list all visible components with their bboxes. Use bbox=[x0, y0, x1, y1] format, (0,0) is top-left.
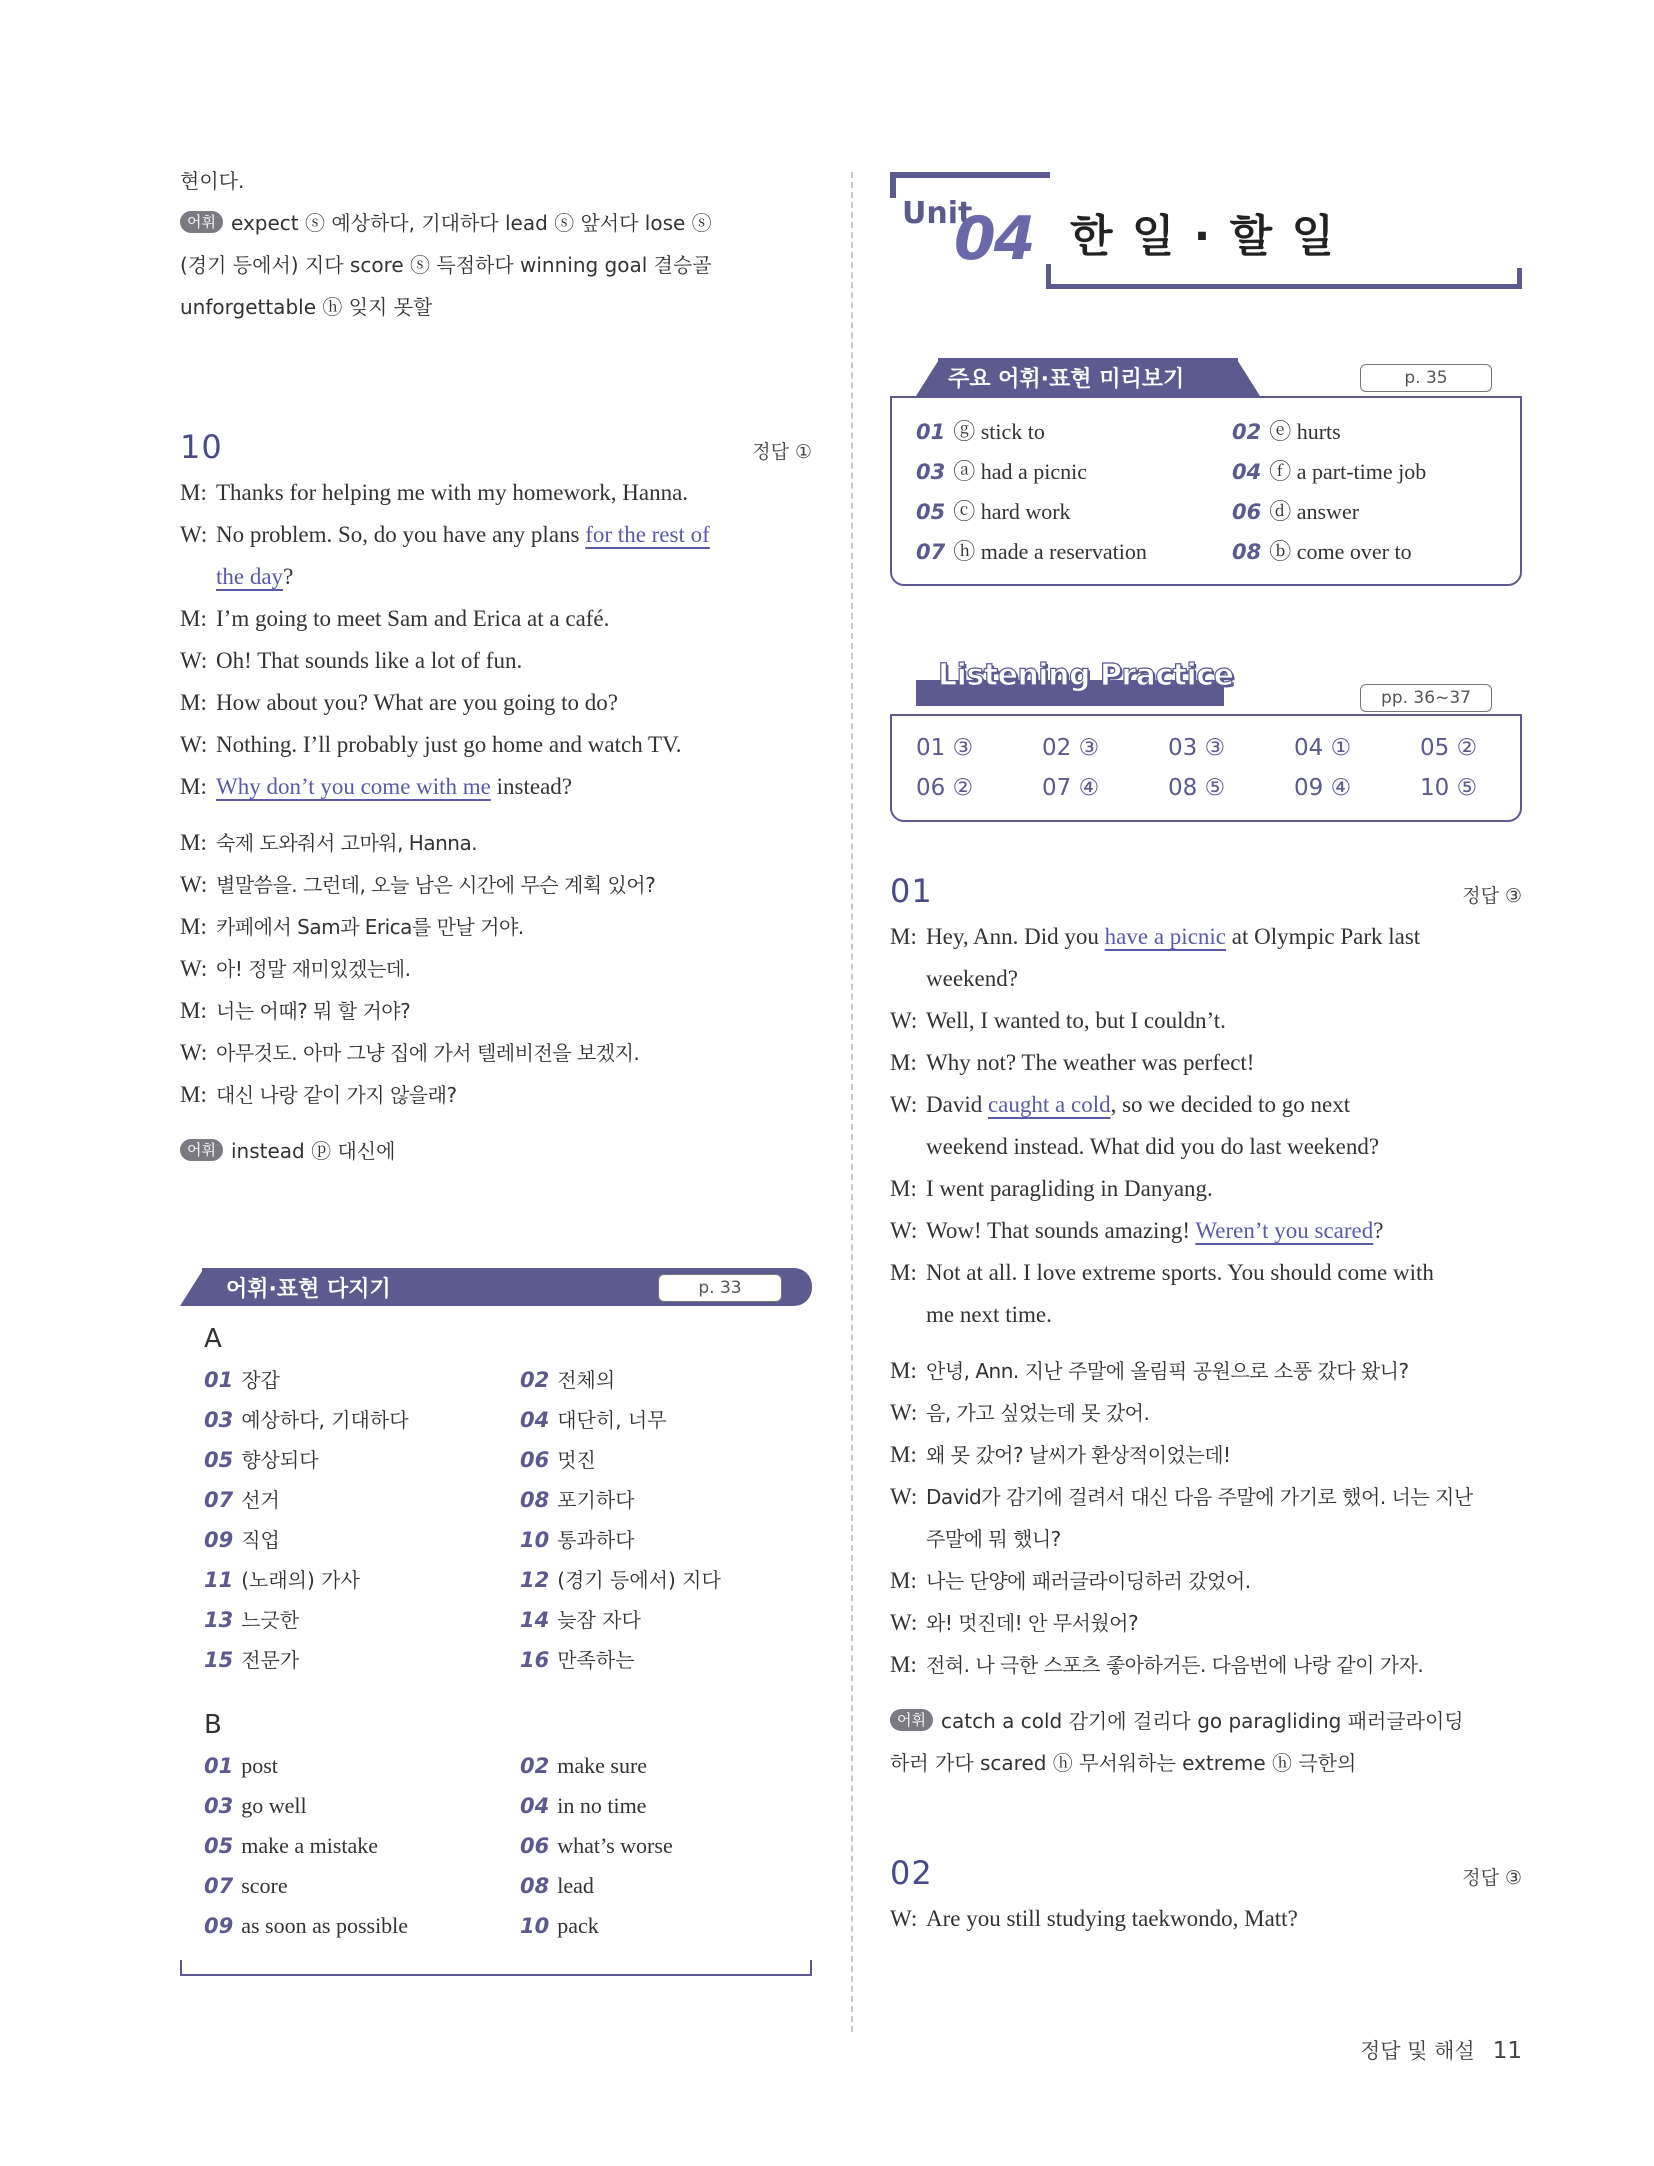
list-item bbox=[520, 1600, 810, 1640]
item-text: what’s worse bbox=[557, 1833, 673, 1858]
section-title: 주요 어휘·표현 미리보기 bbox=[948, 367, 1185, 392]
item-number: 08 bbox=[520, 1874, 550, 1898]
dialogue-text-part: at Olympic Park last bbox=[1226, 924, 1421, 949]
list-item bbox=[204, 1360, 520, 1400]
item-text: go well bbox=[241, 1793, 307, 1818]
item-text: 향상되다 bbox=[241, 1448, 319, 1472]
dialogue-text bbox=[926, 1252, 1522, 1294]
dialogue-text bbox=[926, 1042, 1522, 1084]
list-item bbox=[916, 492, 1232, 532]
dialogue-text: 와! 멋진데! 안 무서웠어? bbox=[926, 1611, 1139, 1635]
question-header bbox=[890, 872, 1522, 910]
item-text: 선거 bbox=[241, 1488, 280, 1512]
dialogue-line bbox=[890, 1084, 1522, 1126]
dialogue-english bbox=[180, 472, 812, 808]
speaker: M: bbox=[180, 998, 207, 1023]
item-text: 전체의 bbox=[557, 1368, 616, 1392]
item-number: 04 bbox=[520, 1794, 550, 1818]
dialogue-text bbox=[926, 1000, 1522, 1042]
item-number: 10 bbox=[520, 1914, 550, 1938]
list-item bbox=[204, 1640, 520, 1680]
item-number: 08 bbox=[1232, 540, 1262, 564]
dialogue-text bbox=[926, 1126, 1522, 1168]
item-number: 01 bbox=[916, 420, 946, 444]
right-column bbox=[890, 160, 1522, 1940]
list-item bbox=[204, 1866, 520, 1906]
item-number: 16 bbox=[520, 1648, 550, 1672]
speaker: W: bbox=[890, 1400, 918, 1425]
list-item bbox=[520, 1400, 810, 1440]
speaker bbox=[890, 1518, 926, 1560]
list-item bbox=[916, 532, 1232, 572]
dialogue-line bbox=[890, 1602, 1522, 1644]
dialogue-text bbox=[216, 598, 812, 640]
dialogue-text bbox=[216, 724, 812, 766]
dialogue-line bbox=[890, 1560, 1522, 1602]
answer-label: 정답 ③ bbox=[1462, 885, 1522, 907]
unit-number: 04 bbox=[954, 204, 1034, 274]
item-text: 늦잠 자다 bbox=[557, 1608, 641, 1632]
list-item bbox=[204, 1480, 520, 1520]
question-header bbox=[890, 1854, 1522, 1892]
dialogue-text: 아무것도. 아마 그냥 집에 가서 텔레비전을 보겠지. bbox=[216, 1041, 640, 1065]
vocab-line: (경기 등에서) 지다 score ⓢ 득점하다 winning goal 결승골 bbox=[180, 253, 712, 277]
item-number: 03 bbox=[916, 460, 946, 484]
item-number: 15 bbox=[204, 1648, 234, 1672]
dialogue-line bbox=[180, 948, 812, 990]
dialogue-text: 왜 못 갔어? 날씨가 환상적이었는데! bbox=[926, 1443, 1231, 1467]
item-number: 05 bbox=[916, 500, 946, 524]
speaker: M: bbox=[180, 1082, 207, 1107]
dialogue-line bbox=[180, 472, 812, 514]
dialogue-text: 숙제 도와줘서 고마워, Hanna. bbox=[216, 831, 478, 855]
question-number: 10 bbox=[180, 428, 223, 466]
page-reference: p. 35 bbox=[1360, 364, 1492, 392]
item-number: 02 bbox=[520, 1754, 550, 1778]
highlighted-expression: Why don’t you come with me bbox=[216, 774, 491, 799]
dialogue-line bbox=[890, 1210, 1522, 1252]
highlighted-expression: the day bbox=[216, 564, 284, 589]
dialogue-text-part: , so we decided to go next bbox=[1110, 1092, 1351, 1117]
speaker bbox=[180, 556, 216, 598]
dialogue-line bbox=[890, 1294, 1522, 1336]
dialogue-text-part: Oh! That sounds like a lot of fun. bbox=[216, 648, 523, 673]
question-number: 02 bbox=[890, 1854, 933, 1892]
list-item bbox=[520, 1746, 810, 1786]
unit-label: Unit bbox=[902, 196, 973, 231]
list-item bbox=[204, 1440, 520, 1480]
list-item bbox=[204, 1906, 520, 1946]
part-a-list bbox=[204, 1360, 788, 1680]
speaker: W: bbox=[180, 648, 208, 673]
item-text: 느긋한 bbox=[241, 1608, 300, 1632]
unit-header bbox=[890, 160, 1522, 300]
item-text: 만족하는 bbox=[557, 1648, 635, 1672]
list-item bbox=[916, 452, 1232, 492]
section-tab bbox=[890, 658, 1522, 718]
dialogue-line bbox=[180, 864, 812, 906]
page-footer bbox=[1360, 2035, 1522, 2065]
page-reference: pp. 36~37 bbox=[1360, 684, 1492, 712]
practice-answer: 09 ④ bbox=[1294, 775, 1352, 801]
dialogue-line bbox=[890, 1350, 1522, 1392]
dialogue-text bbox=[926, 1294, 1522, 1336]
dialogue-line bbox=[890, 1042, 1522, 1084]
practice-answer: 02 ③ bbox=[1042, 735, 1100, 761]
list-item bbox=[520, 1866, 810, 1906]
vocab-line: 어휘 catch a cold 감기에 걸리다 go paragliding 패러글라이딩 bbox=[890, 1700, 1522, 1742]
item-text: make a mistake bbox=[241, 1833, 379, 1858]
vocab-drill-section bbox=[180, 1268, 812, 1976]
item-text: 직업 bbox=[241, 1528, 280, 1552]
speaker bbox=[890, 1126, 926, 1168]
item-number: 02 bbox=[520, 1368, 550, 1392]
column-divider bbox=[851, 172, 853, 2032]
dialogue-text-part: No problem. So, do you have any plans bbox=[216, 522, 586, 547]
speaker: M: bbox=[180, 480, 207, 505]
list-item bbox=[916, 412, 1232, 452]
item-text: ⓗ made a reservation bbox=[953, 539, 1147, 564]
speaker bbox=[890, 1294, 926, 1336]
dialogue-text bbox=[926, 1084, 1522, 1126]
speaker: W: bbox=[890, 1008, 918, 1033]
item-text: score bbox=[241, 1873, 288, 1898]
item-text: 예상하다, 기대하다 bbox=[241, 1408, 409, 1432]
item-number: 05 bbox=[204, 1448, 234, 1472]
list-item bbox=[520, 1360, 810, 1400]
vocab-badge: 어휘 bbox=[180, 1139, 223, 1161]
list-item bbox=[520, 1520, 810, 1560]
speaker: W: bbox=[890, 1092, 918, 1117]
page-number: 11 bbox=[1492, 2038, 1522, 2064]
speaker: W: bbox=[180, 522, 208, 547]
item-text: 통과하다 bbox=[557, 1528, 635, 1552]
item-text: ⓑ come over to bbox=[1269, 539, 1412, 564]
dialogue-text bbox=[216, 556, 812, 598]
speaker: W: bbox=[180, 872, 208, 897]
vocab-badge: 어휘 bbox=[890, 1709, 933, 1731]
list-item bbox=[520, 1560, 810, 1600]
item-number: 10 bbox=[520, 1528, 550, 1552]
dialogue-text-part: me next time. bbox=[926, 1302, 1052, 1327]
speaker: M: bbox=[180, 690, 207, 715]
list-item bbox=[520, 1440, 810, 1480]
dialogue-line bbox=[180, 682, 812, 724]
part-label: A bbox=[204, 1324, 222, 1354]
dialogue-korean bbox=[890, 1350, 1522, 1686]
dialogue-line bbox=[180, 724, 812, 766]
dialogue-english bbox=[890, 916, 1522, 1336]
list-item bbox=[1232, 532, 1522, 572]
dialogue-text-part: David bbox=[926, 1092, 988, 1117]
dialogue-text bbox=[216, 640, 812, 682]
item-text: ⓔ hurts bbox=[1269, 419, 1341, 444]
item-text: ⓒ hard work bbox=[953, 499, 1071, 524]
item-text: ⓖ stick to bbox=[953, 419, 1045, 444]
speaker: W: bbox=[890, 1484, 918, 1509]
dialogue-line bbox=[180, 640, 812, 682]
section-tab bbox=[180, 1268, 812, 1312]
part-label: B bbox=[204, 1710, 222, 1740]
dialogue-text bbox=[926, 916, 1522, 958]
item-number: 09 bbox=[204, 1914, 234, 1938]
speaker: M: bbox=[890, 1176, 917, 1201]
item-number: 01 bbox=[204, 1754, 234, 1778]
preview-list bbox=[916, 412, 1496, 572]
dialogue-text-part: ? bbox=[283, 564, 294, 589]
item-number: 04 bbox=[1232, 460, 1262, 484]
list-item bbox=[204, 1400, 520, 1440]
speaker: M: bbox=[180, 774, 207, 799]
item-text: ⓐ had a picnic bbox=[953, 459, 1088, 484]
section-title: 어휘·표현 다지기 bbox=[226, 1277, 391, 1302]
item-number: 06 bbox=[520, 1834, 550, 1858]
dialogue-text-part: ? bbox=[1373, 1218, 1384, 1243]
item-text: ⓕ a part-time job bbox=[1269, 459, 1427, 484]
dialogue-line bbox=[180, 906, 812, 948]
dialogue-text-part: weekend instead. What did you do last weekend? bbox=[926, 1134, 1380, 1159]
list-item bbox=[520, 1786, 810, 1826]
footer-label: 정답 및 해설 bbox=[1359, 2039, 1475, 2063]
item-number: 08 bbox=[520, 1488, 550, 1512]
dialogue-line bbox=[890, 1518, 1522, 1560]
speaker: M: bbox=[180, 914, 207, 939]
dialogue-text: 대신 나랑 같이 가지 않을래? bbox=[216, 1083, 457, 1107]
speaker: W: bbox=[180, 1040, 208, 1065]
dialogue-text: 나는 단양에 패러글라이딩하러 갔었어. bbox=[926, 1569, 1251, 1593]
list-item bbox=[520, 1480, 810, 1520]
item-text: 대단히, 너무 bbox=[557, 1408, 667, 1432]
dialogue-text: 너는 어때? 뭐 할 거야? bbox=[216, 999, 411, 1023]
dialogue-text: 주말에 뭐 했니? bbox=[926, 1527, 1061, 1551]
answer-label: 정답 ③ bbox=[1462, 1867, 1522, 1889]
item-number: 04 bbox=[520, 1408, 550, 1432]
dialogue-text: 별말씀을. 그런데, 오늘 남은 시간에 무슨 계획 있어? bbox=[216, 873, 656, 897]
vocab-line: 어휘 instead ⓟ 대신에 bbox=[180, 1130, 812, 1172]
dialogue-line bbox=[180, 1074, 812, 1116]
item-text: as soon as possible bbox=[241, 1913, 409, 1938]
part-b-list bbox=[204, 1746, 788, 1946]
dialogue-text-part: Why not? The weather was perfect! bbox=[926, 1050, 1255, 1075]
vocab-line: 어휘 expect ⓢ 예상하다, 기대하다 lead ⓢ 앞서다 lose ⓢ bbox=[180, 202, 812, 244]
item-number: 07 bbox=[916, 540, 946, 564]
speaker: W: bbox=[890, 1610, 918, 1635]
item-text: 전문가 bbox=[241, 1648, 300, 1672]
item-text: pack bbox=[557, 1913, 599, 1938]
dialogue-text: 아! 정말 재미있겠는데. bbox=[216, 957, 411, 981]
item-text: 멋진 bbox=[557, 1448, 596, 1472]
list-item bbox=[520, 1906, 810, 1946]
section-tab bbox=[890, 358, 1522, 402]
dialogue-korean bbox=[180, 822, 812, 1116]
item-text: in no time bbox=[557, 1793, 647, 1818]
dialogue-text-part: I’m going to meet Sam and Erica at a café. bbox=[216, 606, 610, 631]
page-reference: p. 33 bbox=[658, 1274, 782, 1302]
dialogue-text: David가 감기에 걸려서 대신 다음 주말에 가기로 했어. 너는 지난 bbox=[926, 1485, 1473, 1509]
dialogue-line bbox=[890, 1476, 1522, 1518]
practice-body bbox=[890, 714, 1522, 822]
intro-tail: 현이다. bbox=[180, 169, 245, 193]
list-item bbox=[1232, 452, 1522, 492]
item-text: post bbox=[241, 1753, 278, 1778]
dialogue-line bbox=[180, 598, 812, 640]
dialogue-line bbox=[890, 1000, 1522, 1042]
listening-practice-section bbox=[890, 658, 1522, 822]
dialogue-text: 음, 가고 싶었는데 못 갔어. bbox=[926, 1401, 1150, 1425]
dialogue-line bbox=[180, 556, 812, 598]
dialogue-line bbox=[890, 1392, 1522, 1434]
dialogue-text-part: Hey, Ann. Did you bbox=[926, 924, 1105, 949]
item-number: 09 bbox=[204, 1528, 234, 1552]
dialogue-line bbox=[890, 1126, 1522, 1168]
item-number: 07 bbox=[204, 1488, 234, 1512]
item-number: 02 bbox=[1232, 420, 1262, 444]
dialogue-line bbox=[890, 1644, 1522, 1686]
practice-answers bbox=[916, 728, 1496, 808]
speaker: M: bbox=[890, 1652, 917, 1677]
list-item bbox=[1232, 412, 1522, 452]
speaker: M: bbox=[890, 1442, 917, 1467]
preview-body bbox=[890, 396, 1522, 586]
dialogue-line bbox=[180, 1032, 812, 1074]
question-number: 01 bbox=[890, 872, 933, 910]
dialogue-text bbox=[216, 682, 812, 724]
practice-answer: 10 ⑤ bbox=[1420, 775, 1478, 801]
dialogue-text-part: I went paragliding in Danyang. bbox=[926, 1176, 1213, 1201]
list-item bbox=[204, 1826, 520, 1866]
list-item bbox=[204, 1560, 520, 1600]
dialogue-line bbox=[890, 916, 1522, 958]
list-item bbox=[520, 1826, 810, 1866]
unit-title: 한 일 · 할 일 bbox=[1070, 211, 1337, 262]
highlighted-expression: caught a cold bbox=[987, 1092, 1111, 1117]
item-number: 01 bbox=[204, 1368, 234, 1392]
item-number: 07 bbox=[204, 1874, 234, 1898]
left-column bbox=[180, 160, 812, 1976]
highlighted-expression: have a picnic bbox=[1104, 924, 1226, 949]
list-item bbox=[520, 1640, 810, 1680]
dialogue-line bbox=[890, 958, 1522, 1000]
item-text: (경기 등에서) 지다 bbox=[557, 1568, 721, 1592]
list-item bbox=[204, 1746, 520, 1786]
dialogue-line bbox=[890, 1168, 1522, 1210]
dialogue-text-part: Wow! That sounds amazing! bbox=[926, 1218, 1196, 1243]
highlighted-expression: Weren’t you scared bbox=[1195, 1218, 1374, 1243]
speaker: M: bbox=[180, 830, 207, 855]
dialogue-text bbox=[216, 766, 812, 808]
dialogue-line bbox=[180, 822, 812, 864]
question-header bbox=[180, 428, 812, 466]
dialogue-text bbox=[926, 1210, 1522, 1252]
dialogue-line bbox=[180, 766, 812, 808]
item-number: 06 bbox=[1232, 500, 1262, 524]
dialogue-text-part: Well, I wanted to, but I couldn’t. bbox=[926, 1008, 1226, 1033]
vocab-badge: 어휘 bbox=[180, 211, 223, 233]
dialogue-text-part: How about you? What are you going to do? bbox=[216, 690, 618, 715]
vocab-line: unforgettable ⓗ 잊지 못할 bbox=[180, 295, 433, 319]
item-number: 11 bbox=[204, 1568, 234, 1592]
dialogue-line bbox=[890, 1252, 1522, 1294]
dialogue-text bbox=[926, 1168, 1522, 1210]
dialogue-line bbox=[890, 1898, 1522, 1940]
speaker: M: bbox=[180, 606, 207, 631]
practice-answer: 04 ① bbox=[1294, 735, 1352, 761]
speaker: M: bbox=[890, 1568, 917, 1593]
dialogue-text-part: Not at all. I love extreme sports. You should come with bbox=[926, 1260, 1434, 1285]
dialogue-text-part: weekend? bbox=[926, 966, 1018, 991]
item-number: 06 bbox=[520, 1448, 550, 1472]
practice-answer: 06 ② bbox=[916, 775, 974, 801]
speaker: W: bbox=[890, 1218, 918, 1243]
dialogue-line bbox=[180, 514, 812, 556]
dialogue-text: Are you still studying taekwondo, Matt? bbox=[926, 1906, 1298, 1931]
item-number: 14 bbox=[520, 1608, 550, 1632]
speaker: M: bbox=[890, 1260, 917, 1285]
speaker: W: bbox=[180, 956, 208, 981]
speaker bbox=[890, 958, 926, 1000]
highlighted-expression: for the rest of bbox=[585, 522, 710, 547]
list-item bbox=[1232, 492, 1522, 532]
practice-answer: 01 ③ bbox=[916, 735, 974, 761]
item-text: lead bbox=[557, 1873, 594, 1898]
practice-answer: 08 ⑤ bbox=[1168, 775, 1226, 801]
list-item bbox=[204, 1786, 520, 1826]
dialogue-line bbox=[890, 1434, 1522, 1476]
dialogue-text-part: instead? bbox=[490, 774, 572, 799]
item-number: 03 bbox=[204, 1408, 234, 1432]
dialogue-text bbox=[216, 472, 812, 514]
item-text: (노래의) 가사 bbox=[241, 1568, 360, 1592]
dialogue-line bbox=[180, 990, 812, 1032]
item-number: 12 bbox=[520, 1568, 550, 1592]
speaker: W: bbox=[890, 1906, 918, 1931]
speaker: M: bbox=[890, 1358, 917, 1383]
practice-answer: 03 ③ bbox=[1168, 735, 1226, 761]
section-bottom-rule bbox=[180, 1960, 812, 1976]
drill-body bbox=[180, 1312, 812, 1954]
dialogue-text: 카페에서 Sam과 Erica를 만날 거야. bbox=[216, 915, 524, 939]
list-item bbox=[204, 1600, 520, 1640]
speaker: M: bbox=[890, 1050, 917, 1075]
item-number: 03 bbox=[204, 1794, 234, 1818]
list-item bbox=[204, 1520, 520, 1560]
section-title: Listening Practice bbox=[938, 658, 1234, 693]
dialogue-text-part: Thanks for helping me with my homework, Hanna. bbox=[216, 480, 689, 505]
dialogue-text: 전혀. 나 극한 스포츠 좋아하거든. 다음번에 나랑 같이 가자. bbox=[926, 1653, 1424, 1677]
item-text: make sure bbox=[557, 1753, 648, 1778]
item-number: 13 bbox=[204, 1608, 234, 1632]
speaker: M: bbox=[890, 924, 917, 949]
practice-answer: 05 ② bbox=[1420, 735, 1478, 761]
answer-label: 정답 ① bbox=[752, 441, 812, 463]
item-text: ⓓ answer bbox=[1269, 499, 1360, 524]
item-text: 장갑 bbox=[241, 1368, 280, 1392]
practice-answer: 07 ④ bbox=[1042, 775, 1100, 801]
dialogue-text-part: Nothing. I’ll probably just go home and watch TV. bbox=[216, 732, 682, 757]
vocab-line: 하러 가다 scared ⓗ 무서워하는 extreme ⓗ 극한의 bbox=[890, 1751, 1357, 1775]
speaker: W: bbox=[180, 732, 208, 757]
dialogue-text bbox=[216, 514, 812, 556]
preview-section bbox=[890, 358, 1522, 586]
item-number: 05 bbox=[204, 1834, 234, 1858]
dialogue-text: 안녕, Ann. 지난 주말에 올림픽 공원으로 소풍 갔다 왔니? bbox=[926, 1359, 1409, 1383]
item-text: 포기하다 bbox=[557, 1488, 635, 1512]
dialogue-text bbox=[926, 958, 1522, 1000]
